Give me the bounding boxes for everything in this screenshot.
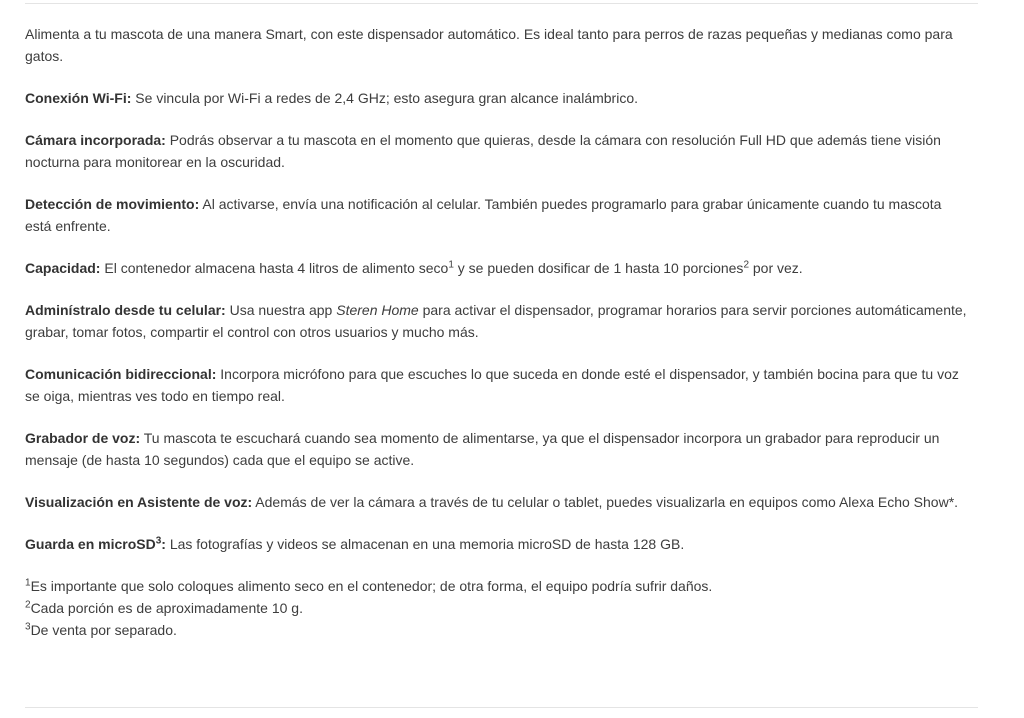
footnote-mark: 2 [25,599,31,611]
feature-app-control [25,299,970,343]
feature-wifi [25,87,970,109]
feature-camera [25,129,970,173]
feature-text: Las fotografías y videos se almacenan en una memoria microSD de hasta 128 GB. [165,536,685,552]
footnote [25,597,970,619]
top-divider [25,3,978,4]
feature-voice-assistant [25,491,970,513]
footnote-mark: 3 [25,621,31,633]
feature-text: Podrás observar a tu mascota en el momento que quieras, desde la cámara con resolución Full HD que además tiene visión nocturna para monitorear en la oscuridad. [25,132,941,170]
feature-text: por vez. [749,260,803,276]
feature-label [25,536,166,552]
feature-text: Incorpora micrófono para que escuches lo que suceda en donde esté el dispensador, y también bocina para que tu voz se oiga, mientras ves todo en tiempo real. [25,366,959,404]
app-name: Steren Home [336,302,419,318]
footnote-ref: 2 [743,259,749,271]
footnote [25,619,970,641]
feature-label: Detección de movimiento: [25,196,200,212]
feature-capacity [25,257,970,279]
feature-label-text: Guarda en microSD [25,536,156,552]
footnote-ref: 3 [155,535,162,547]
feature-label: Visualización en Asistente de voz: [25,494,253,510]
feature-label: Cámara incorporada: [25,132,166,148]
bottom-divider [25,707,978,708]
footnote-ref: 1 [448,259,454,271]
footnote [25,575,970,597]
feature-label: Grabador de voz: [25,430,141,446]
feature-text: El contenedor almacena hasta 4 litros de alimento seco [100,260,449,276]
feature-text: Usa nuestra app [225,302,337,318]
intro-paragraph: Alimenta a tu mascota de una manera Smart, con este dispensador automático. Es ideal tanto para perros de razas pequeñas y medianas como para gatos. [25,26,953,64]
feature-label: Capacidad: [25,260,101,276]
footnote-mark: 1 [25,577,31,589]
footnote-text: De venta por separado. [30,622,177,638]
feature-label: Conexión Wi-Fi: [25,90,132,106]
feature-text: Al activarse, envía una notificación al celular. También puedes programarlo para grabar únicamente cuando tu mascota está enfrente. [25,196,942,234]
feature-label-colon: : [161,536,166,552]
footnote-text: Es importante que solo coloques alimento seco en el contenedor; de otra forma, el equipo podría sufrir daños. [30,578,713,594]
feature-motion-detection [25,193,970,237]
product-description [25,23,970,641]
feature-two-way-audio [25,363,970,407]
feature-text: y se pueden dosificar de 1 hasta 10 porciones [453,260,744,276]
feature-text: Tu mascota te escuchará cuando sea momento de alimentarse, ya que el dispensador incorpora un grabador para reproducir un mensaje (de hasta 10 segundos) cada que el equipo se active. [25,430,940,468]
feature-microsd [25,533,970,555]
feature-text: Se vincula por Wi-Fi a redes de 2,4 GHz; esto asegura gran alcance inalámbrico. [131,90,638,106]
footnotes [25,575,970,641]
feature-text: Además de ver la cámara a través de tu celular o tablet, puedes visualizarla en equipos como Alexa Echo Show*. [252,494,959,510]
feature-label: Comunicación bidireccional: [25,366,217,382]
feature-text: para activar el dispensador, programar horarios para servir porciones automáticamente, grabar, tomar fotos, compartir el control con otros usuarios y mucho más. [25,302,967,340]
feature-label: Adminístralo desde tu celular: [25,302,226,318]
feature-voice-recorder [25,427,970,471]
footnote-text: Cada porción es de aproximadamente 10 g. [30,600,303,616]
